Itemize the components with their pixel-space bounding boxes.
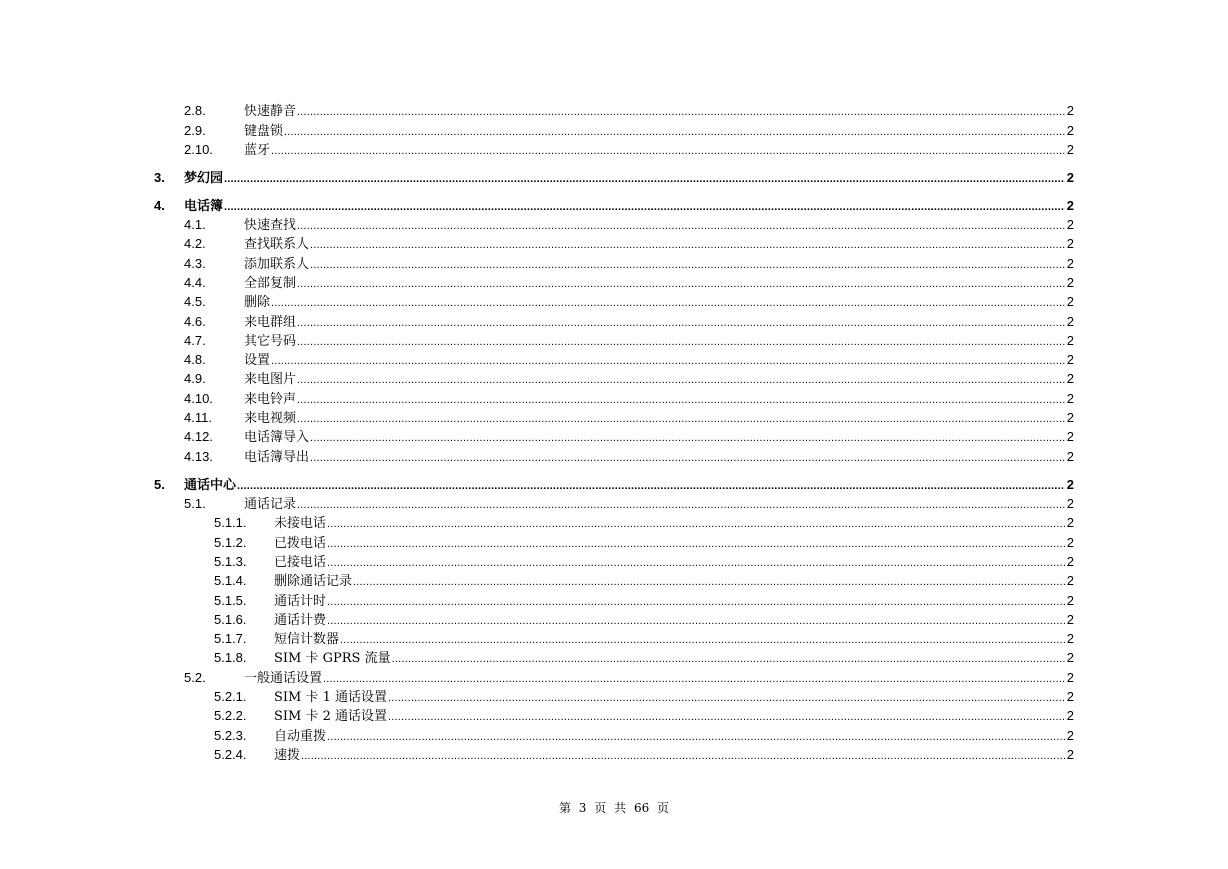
toc-entry-leader-line bbox=[184, 475, 1074, 496]
toc-entry-page-number: 2 bbox=[1066, 198, 1074, 213]
toc-entry-page-number: 2 bbox=[1066, 535, 1074, 550]
toc-entry[interactable] bbox=[0, 552, 1228, 571]
toc-entry[interactable] bbox=[0, 331, 1228, 350]
toc-entry[interactable] bbox=[0, 745, 1228, 764]
toc-entry-leader-line bbox=[274, 513, 1074, 534]
toc-entry-number: 5.1.7. bbox=[214, 631, 247, 646]
toc-entry-title: 来电视频 bbox=[244, 411, 297, 426]
toc-entry-leader-line bbox=[244, 668, 1074, 689]
toc-entry-leader-line bbox=[274, 552, 1074, 573]
toc-entry-page-number: 2 bbox=[1066, 554, 1074, 569]
dot-leader bbox=[388, 708, 1065, 727]
toc-entry-number: 5.1.1. bbox=[214, 515, 247, 530]
toc-entry-title: SIM 卡 1 通话设置 bbox=[274, 690, 388, 705]
toc-entry-leader-line bbox=[244, 331, 1074, 352]
toc-entry-number: 5.2. bbox=[184, 670, 206, 685]
toc-entry[interactable] bbox=[0, 389, 1228, 408]
toc-entry-leader-line bbox=[274, 591, 1074, 612]
dot-leader bbox=[310, 449, 1065, 468]
toc-entry[interactable] bbox=[0, 648, 1228, 667]
toc-entry-page-number: 2 bbox=[1066, 371, 1074, 386]
toc-entry-title: 已接电话 bbox=[274, 555, 327, 570]
toc-entry-title: 全部复制 bbox=[244, 276, 297, 291]
toc-entry[interactable] bbox=[0, 591, 1228, 610]
toc-entry-number: 4.9. bbox=[184, 371, 206, 386]
toc-entry-leader-line bbox=[274, 687, 1074, 708]
toc-entry[interactable] bbox=[0, 668, 1228, 687]
toc-entry-leader-line bbox=[244, 121, 1074, 142]
toc-entry-leader-line bbox=[244, 350, 1074, 371]
dot-leader bbox=[297, 371, 1065, 390]
toc-entry-leader-line bbox=[274, 745, 1074, 766]
toc-entry-title: 电话簿导入 bbox=[244, 430, 310, 445]
toc-entry-leader-line bbox=[184, 168, 1074, 189]
dot-leader bbox=[310, 236, 1065, 255]
toc-entry-page-number: 2 bbox=[1066, 314, 1074, 329]
page-footer bbox=[0, 799, 1228, 816]
toc-entry[interactable] bbox=[0, 726, 1228, 745]
toc-entry[interactable] bbox=[0, 168, 1228, 187]
dot-leader bbox=[271, 294, 1065, 313]
toc-entry-leader-line bbox=[244, 254, 1074, 275]
toc-entry-page-number: 2 bbox=[1066, 236, 1074, 251]
toc-entry-page-number: 2 bbox=[1066, 391, 1074, 406]
dot-leader bbox=[353, 573, 1065, 592]
toc-entry-leader-line bbox=[274, 706, 1074, 727]
toc-entry-page-number: 2 bbox=[1066, 123, 1074, 138]
toc-entry-number: 5.2.2. bbox=[214, 708, 247, 723]
toc-entry-title: 短信计数器 bbox=[274, 632, 340, 647]
toc-entry[interactable] bbox=[0, 121, 1228, 140]
toc-entry-page-number: 2 bbox=[1066, 689, 1074, 704]
toc-entry-page-number: 2 bbox=[1066, 103, 1074, 118]
toc-entry-leader-line bbox=[244, 494, 1074, 515]
toc-entry-leader-line bbox=[244, 140, 1074, 161]
toc-entry-leader-line bbox=[244, 408, 1074, 429]
toc-entry-title: 添加联系人 bbox=[244, 257, 310, 272]
toc-entry-number: 4.4. bbox=[184, 275, 206, 290]
toc-entry-leader-line bbox=[244, 215, 1074, 236]
toc-entry-title: 其它号码 bbox=[244, 334, 297, 349]
toc-entry-number: 5.2.4. bbox=[214, 747, 247, 762]
toc-entry-page-number: 2 bbox=[1066, 573, 1074, 588]
toc-entry[interactable] bbox=[0, 292, 1228, 311]
toc-entry[interactable] bbox=[0, 215, 1228, 234]
toc-entry[interactable] bbox=[0, 687, 1228, 706]
toc-entry-title: 来电群组 bbox=[244, 315, 297, 330]
toc-entry[interactable] bbox=[0, 369, 1228, 388]
toc-entry[interactable] bbox=[0, 513, 1228, 532]
toc-entry-number: 4.7. bbox=[184, 333, 206, 348]
toc-entry-leader-line bbox=[244, 389, 1074, 410]
toc-entry-title: SIM 卡 2 通话设置 bbox=[274, 709, 388, 724]
dot-leader bbox=[310, 429, 1065, 448]
toc-entry-leader-line bbox=[244, 312, 1074, 333]
toc-entry-number: 2.10. bbox=[184, 142, 213, 157]
toc-entry[interactable] bbox=[0, 706, 1228, 725]
toc-entry-title: 来电铃声 bbox=[244, 392, 297, 407]
toc-entry-page-number: 2 bbox=[1066, 217, 1074, 232]
toc-entry-page-number: 2 bbox=[1066, 728, 1074, 743]
toc-entry[interactable] bbox=[0, 629, 1228, 648]
toc-entry-leader-line bbox=[274, 610, 1074, 631]
toc-entry-leader-line bbox=[244, 101, 1074, 122]
footer-current-page: 3 bbox=[578, 801, 587, 815]
toc-entry-number: 5.1.5. bbox=[214, 593, 247, 608]
dot-leader bbox=[392, 650, 1065, 669]
toc-entry-title: 快速查找 bbox=[244, 218, 297, 233]
footer-word-ye: 页 bbox=[594, 801, 607, 815]
toc-entry-number: 4.6. bbox=[184, 314, 206, 329]
toc-entry-title: 速拨 bbox=[274, 748, 301, 763]
toc-entry-page-number: 2 bbox=[1066, 352, 1074, 367]
toc-entry-leader-line bbox=[244, 369, 1074, 390]
toc-entry-number: 5.1.2. bbox=[214, 535, 247, 550]
toc-entry-number: 5.1.8. bbox=[214, 650, 247, 665]
toc-entry-page-number: 2 bbox=[1066, 515, 1074, 530]
toc-entry-title: 快速静音 bbox=[244, 104, 297, 119]
toc-entry-title: 自动重拨 bbox=[274, 729, 327, 744]
toc-entry-page-number: 2 bbox=[1066, 449, 1074, 464]
toc-entry-number: 5. bbox=[154, 477, 165, 492]
toc-entry-page-number: 2 bbox=[1066, 410, 1074, 425]
toc-entry-page-number: 2 bbox=[1066, 294, 1074, 309]
toc-entry-number: 4.13. bbox=[184, 449, 213, 464]
toc-entry[interactable] bbox=[0, 273, 1228, 292]
toc-entry-page-number: 2 bbox=[1066, 708, 1074, 723]
toc-entry[interactable] bbox=[0, 234, 1228, 253]
toc-entry-leader-line bbox=[274, 533, 1074, 554]
toc-entry-page-number: 2 bbox=[1066, 170, 1074, 185]
toc-entry-number: 2.8. bbox=[184, 103, 206, 118]
toc-entry-page-number: 2 bbox=[1066, 275, 1074, 290]
toc-entry-number: 4.2. bbox=[184, 236, 206, 251]
toc-entry-title: 删除通话记录 bbox=[274, 574, 353, 589]
toc-entry[interactable] bbox=[0, 494, 1228, 513]
dot-leader bbox=[271, 142, 1065, 161]
toc-entry-number: 5.1.4. bbox=[214, 573, 247, 588]
toc-entry-leader-line bbox=[274, 629, 1074, 650]
toc-entry-page-number: 2 bbox=[1066, 747, 1074, 762]
toc-entry-number: 2.9. bbox=[184, 123, 206, 138]
toc-entry-leader-line bbox=[184, 196, 1074, 217]
toc-entry-number: 4.1. bbox=[184, 217, 206, 232]
toc-entry[interactable] bbox=[0, 101, 1228, 120]
toc-entry-title: 一般通话设置 bbox=[244, 671, 323, 686]
toc-entry-page-number: 2 bbox=[1066, 142, 1074, 157]
toc-entry[interactable] bbox=[0, 254, 1228, 273]
toc-entry-leader-line bbox=[244, 273, 1074, 294]
toc-entry[interactable] bbox=[0, 610, 1228, 629]
toc-entry-number: 5.2.3. bbox=[214, 728, 247, 743]
toc-entry-number: 5.1. bbox=[184, 496, 206, 511]
dot-leader bbox=[224, 170, 1065, 189]
toc-entry-title: 设置 bbox=[244, 353, 271, 368]
toc-entry-page-number: 2 bbox=[1066, 477, 1074, 492]
toc-entry-leader-line bbox=[244, 447, 1074, 468]
toc-entry-title: 来电图片 bbox=[244, 372, 297, 387]
dot-leader bbox=[301, 747, 1065, 766]
dot-leader bbox=[297, 103, 1065, 122]
dot-leader bbox=[327, 515, 1065, 534]
toc-entry[interactable] bbox=[0, 140, 1228, 159]
toc-entry-title: 通话中心 bbox=[184, 477, 237, 492]
toc-entry-title: SIM 卡 GPRS 流量 bbox=[274, 651, 391, 666]
toc-entry-title: 未接电话 bbox=[274, 516, 327, 531]
toc-entry[interactable] bbox=[0, 312, 1228, 331]
toc-entry-number: 4.12. bbox=[184, 429, 213, 444]
toc-entry-title: 键盘锁 bbox=[244, 124, 284, 139]
toc-entry-title: 蓝牙 bbox=[244, 143, 271, 158]
toc-entry[interactable] bbox=[0, 196, 1228, 215]
toc-entry-title: 通话记录 bbox=[244, 497, 297, 512]
footer-total-pages: 66 bbox=[633, 801, 650, 815]
toc-entry-title: 电话簿 bbox=[184, 198, 224, 213]
toc-entry-title: 梦幻园 bbox=[184, 170, 224, 185]
toc-entry-page-number: 2 bbox=[1066, 670, 1074, 685]
toc-entry-number: 4.10. bbox=[184, 391, 213, 406]
toc-entry-title: 已拨电话 bbox=[274, 536, 327, 551]
toc-entry-number: 3. bbox=[154, 170, 165, 185]
toc-entry-number: 4.8. bbox=[184, 352, 206, 367]
toc-entry-leader-line bbox=[244, 234, 1074, 255]
toc-entry-leader-line bbox=[244, 427, 1074, 448]
toc-entry[interactable] bbox=[0, 571, 1228, 590]
footer-word-di: 第 bbox=[558, 801, 571, 815]
toc-entry-leader-line bbox=[274, 726, 1074, 747]
toc-entry-title: 删除 bbox=[244, 295, 271, 310]
toc-entry[interactable] bbox=[0, 427, 1228, 446]
toc-entry-number: 4.5. bbox=[184, 294, 206, 309]
toc-entry[interactable] bbox=[0, 447, 1228, 466]
toc-entry-title: 通话计费 bbox=[274, 613, 327, 628]
toc-entry-number: 4. bbox=[154, 198, 165, 213]
toc-entry-page-number: 2 bbox=[1066, 496, 1074, 511]
toc-entry-title: 通话计时 bbox=[274, 594, 327, 609]
footer-word-ye-end: 页 bbox=[657, 801, 670, 815]
toc-entry-leader-line bbox=[274, 648, 1074, 669]
toc-entry-leader-line bbox=[244, 292, 1074, 313]
toc-entry-page-number: 2 bbox=[1066, 631, 1074, 646]
toc-entry-number: 4.11. bbox=[184, 410, 212, 425]
toc-entry[interactable] bbox=[0, 350, 1228, 369]
toc-entry-page-number: 2 bbox=[1066, 333, 1074, 348]
toc-entry-page-number: 2 bbox=[1066, 650, 1074, 665]
footer-word-gong: 共 bbox=[614, 801, 627, 815]
toc-entry-number: 4.3. bbox=[184, 256, 206, 271]
toc-entry-page-number: 2 bbox=[1066, 429, 1074, 444]
toc-entry-page-number: 2 bbox=[1066, 256, 1074, 271]
toc-entry-title: 查找联系人 bbox=[244, 237, 310, 252]
toc-entry[interactable] bbox=[0, 533, 1228, 552]
toc-entry-number: 5.1.3. bbox=[214, 554, 247, 569]
toc-entry[interactable] bbox=[0, 475, 1228, 494]
toc-entry-leader-line bbox=[274, 571, 1074, 592]
toc-entry-page-number: 2 bbox=[1066, 593, 1074, 608]
toc-entry-number: 5.2.1. bbox=[214, 689, 247, 704]
toc-entry[interactable] bbox=[0, 408, 1228, 427]
toc-entry-page-number: 2 bbox=[1066, 612, 1074, 627]
toc-entry-title: 电话簿导出 bbox=[244, 450, 310, 465]
toc-entry-number: 5.1.6. bbox=[214, 612, 247, 627]
